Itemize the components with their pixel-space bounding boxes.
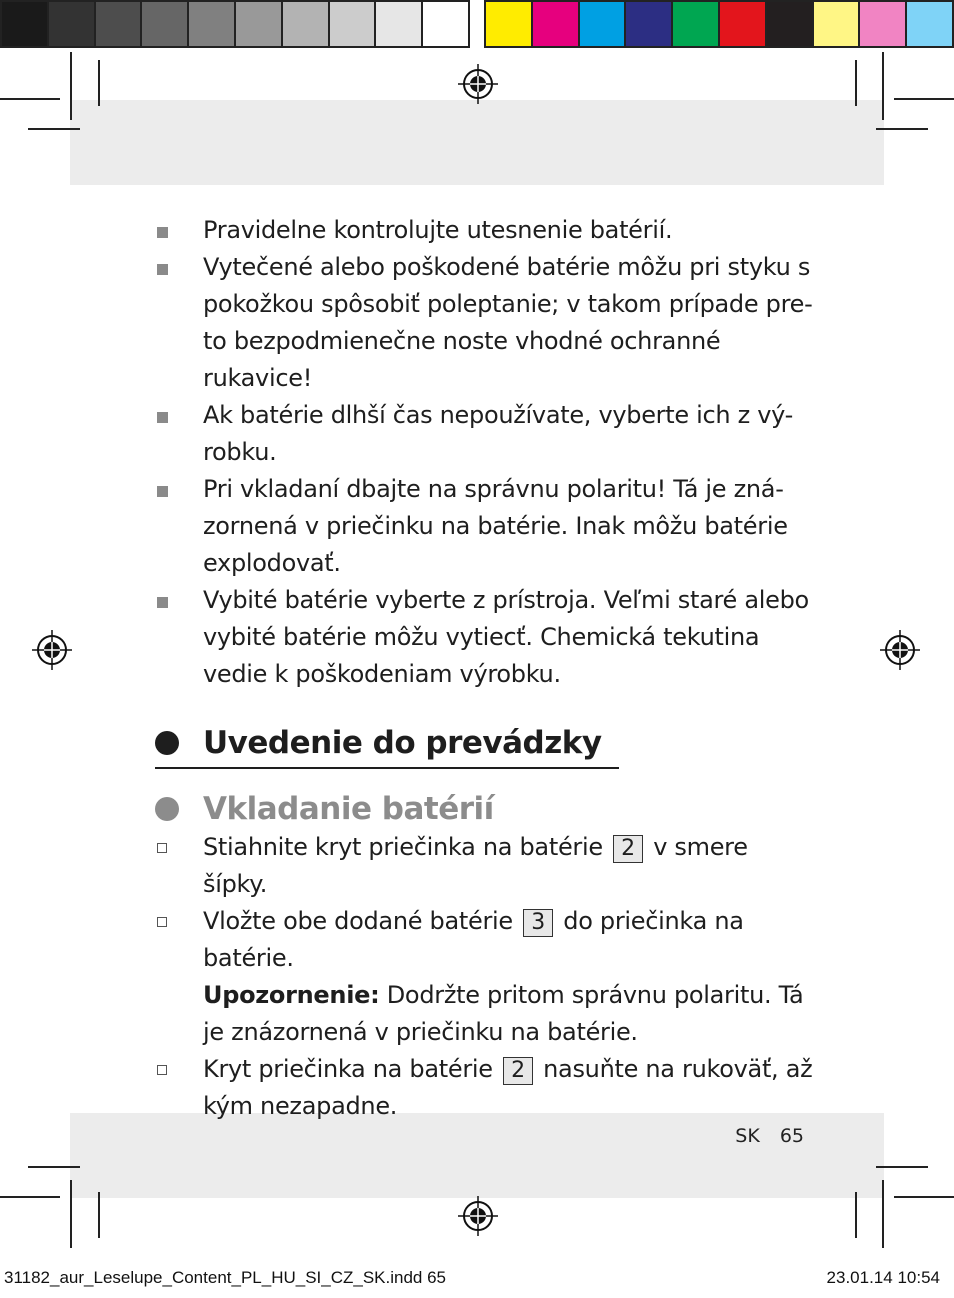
crop-mark [855,60,857,106]
crop-mark [98,60,100,106]
header-band [70,100,884,185]
step-text-before: Stiahnite kryt priečinka na batérie [203,833,603,861]
date-slug: 23.01.14 10:54 [826,1268,940,1287]
subsection-heading [155,789,815,829]
list-item [155,212,815,249]
crop-mark [876,1166,928,1168]
color-swatch [2,2,49,46]
note-label: Upozornenie: [203,981,380,1009]
registration-mark-icon [458,1196,498,1236]
note-text: Dodržte pritom správnu polaritu. Tá je znázornená v priečinku na batérie. [203,981,804,1046]
square-bullet-icon [157,264,168,275]
crop-mark [70,1180,72,1248]
registration-mark-icon [880,630,920,670]
crop-mark [894,98,954,100]
color-swatch [814,2,861,46]
color-swatch [49,2,96,46]
step-item [155,829,815,903]
color-swatch [142,2,189,46]
color-swatch [96,2,143,46]
crop-mark [855,1192,857,1238]
bullet-text: Pri vkladaní dbajte na správnu polaritu! Tá je zná-zornená v priečinku na batérie. Inak môžu batérie explodovať. [203,475,788,577]
bullet-text: Pravidelne kontrolujte utesnenie batérií. [203,216,673,244]
color-swatch [283,2,330,46]
color-swatch [580,2,627,46]
crop-mark [882,1180,884,1248]
part-reference-badge: 2 [613,835,643,863]
color-swatch [907,2,952,46]
checkbox-bullet-icon [157,1065,167,1075]
crop-mark [0,98,60,100]
step-item [155,1051,815,1125]
list-item [155,582,815,693]
color-swatch [330,2,377,46]
crop-mark [882,52,884,120]
page-content [155,212,815,1125]
bullet-text: Vytečené alebo poškodené batérie môžu pri styku s pokožkou spôsobiť poleptanie; v takom prípade pre-to bezpodmienečne noste vhodné ochranné rukavice! [203,253,813,392]
file-slug: 31182_aur_Leselupe_Content_PL_HU_SI_CZ_SK.indd 65 [4,1268,447,1287]
color-swatch [236,2,283,46]
crop-mark [98,1192,100,1238]
list-item [155,249,815,397]
color-swatch [626,2,673,46]
bullet-text: Ak batérie dlhší čas nepoužívate, vyberte ich z vý-robku. [203,401,794,466]
step-text-before: Kryt priečinka na batérie [203,1055,493,1083]
heading-dot-icon [155,731,179,755]
color-swatch [486,2,533,46]
subsection-heading-text: Vkladanie batérií [203,791,494,827]
section-heading-text: Uvedenie do prevádzky [203,725,602,761]
color-swatch [423,2,468,46]
list-item [155,397,815,471]
crop-mark [28,128,80,130]
part-reference-badge: 3 [523,909,553,937]
checkbox-bullet-icon [157,917,167,927]
list-item [155,471,815,582]
grayscale-calibration-bar [0,0,470,48]
page-number [735,1125,804,1147]
step-text-after: nasuňte na rukoväť, až kým nezapadne. [203,1055,813,1120]
step-text-before: Vložte obe dodané batérie [203,907,513,935]
crop-mark [876,128,928,130]
heading-dot-icon [155,797,179,821]
registration-mark-icon [458,64,498,104]
checkbox-bullet-icon [157,843,167,853]
color-swatch [720,2,767,46]
crop-mark [28,1166,80,1168]
page-number-value: 65 [779,1125,804,1147]
color-swatch [189,2,236,46]
step-item [155,903,815,977]
step-text-after: v smere šípky. [203,833,748,898]
square-bullet-icon [157,412,168,423]
heading-underline [155,767,619,769]
square-bullet-icon [157,486,168,497]
color-swatch [860,2,907,46]
color-swatch [533,2,580,46]
crop-mark [0,1196,60,1198]
step-text-after: do priečinka na batérie. [203,907,744,972]
bullet-text: Vybité batérie vyberte z prístroja. Veľmi staré alebo vybité batérie môžu vytiecť. Chemická tekutina vedie k poškodeniam výrobku. [203,586,809,688]
color-swatch [376,2,423,46]
color-swatch [767,2,814,46]
part-reference-badge: 2 [503,1057,533,1085]
language-code: SK [735,1125,760,1147]
crop-mark [70,52,72,120]
color-swatch [673,2,720,46]
square-bullet-icon [157,597,168,608]
note-paragraph [155,977,815,1051]
crop-mark [894,1196,954,1198]
square-bullet-icon [157,227,168,238]
registration-mark-icon [32,630,72,670]
section-heading [155,723,815,763]
color-calibration-bar [484,0,954,48]
